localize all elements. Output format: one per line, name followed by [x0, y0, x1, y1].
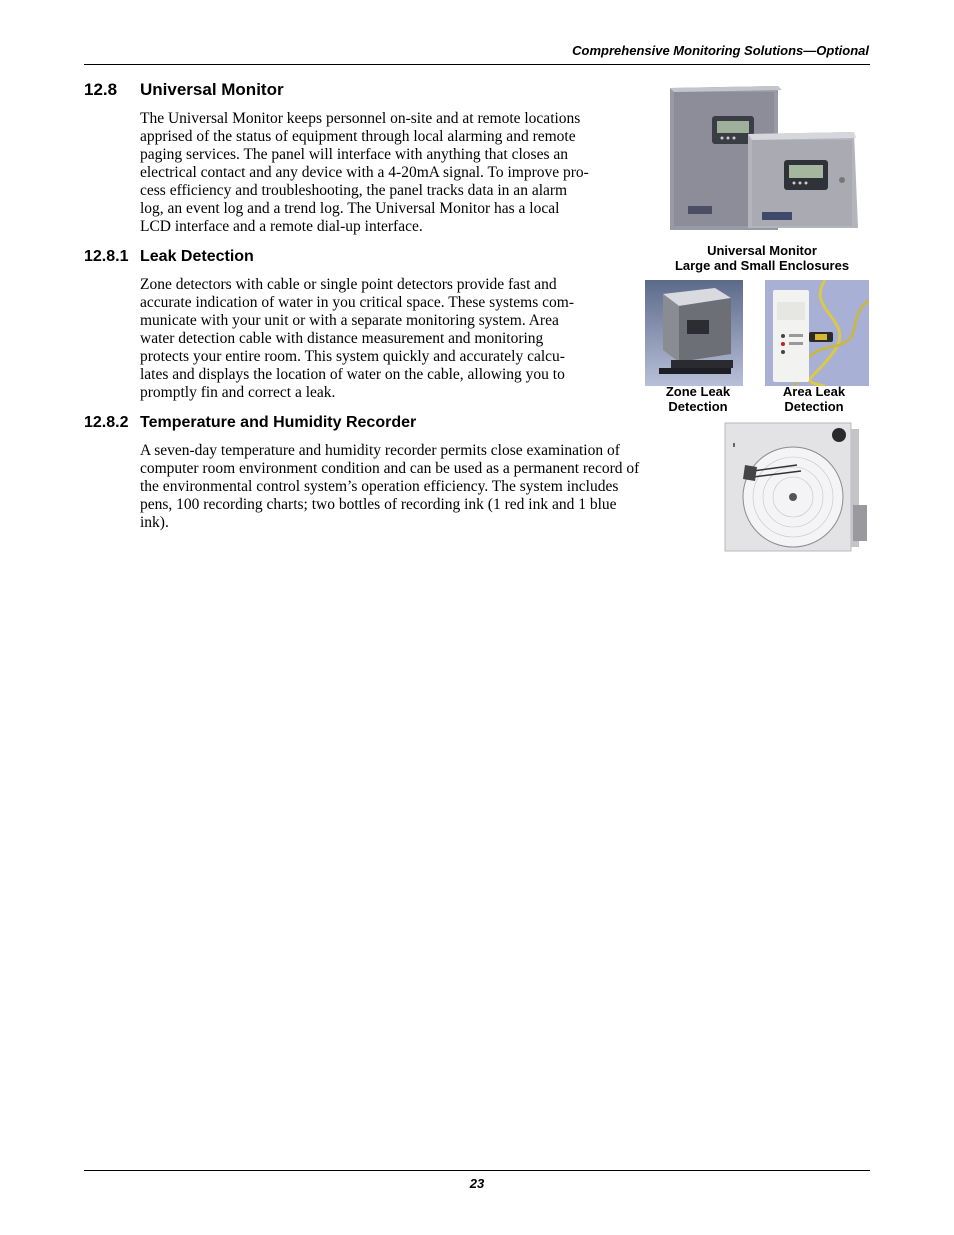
text-line: The Universal Monitor keeps personnel on-site and at remote locations	[140, 110, 581, 127]
section-heading-12-8	[84, 80, 284, 100]
caption-area-leak	[766, 384, 862, 414]
section-number: 12.8	[84, 80, 118, 99]
text-line: promptly fin and correct a leak.	[140, 384, 336, 401]
leak-detection-paragraph	[140, 276, 574, 402]
text-line: A seven-day temperature and humidity recorder permits close examination of	[140, 442, 620, 459]
section-heading-12-8-2	[84, 414, 416, 432]
text-line: apprised of the status of equipment through local alarming and remote	[140, 128, 576, 145]
caption-line: Large and Small Enclosures	[674, 258, 850, 273]
caption-universal-monitor	[660, 243, 864, 273]
text-line: lates and displays the location of water on the cable, allowing you to	[140, 366, 565, 383]
section-title: Universal Monitor	[140, 80, 284, 99]
caption-line: Detection	[784, 399, 844, 414]
text-line: cess efficiency and troubleshooting, the panel tracks data in an alarm	[140, 182, 568, 199]
section-title: Leak Detection	[140, 248, 254, 265]
text-line: LCD interface and a remote dial-up interface.	[140, 218, 423, 235]
caption-line: Detection	[668, 399, 728, 414]
text-line: paging services. The panel will interface with anything that closes an	[140, 146, 568, 163]
text-line: ink).	[140, 514, 169, 531]
caption-zone-leak	[650, 384, 746, 414]
caption-line: Universal Monitor	[707, 243, 817, 258]
running-header: Comprehensive Monitoring Solutions—Optional	[572, 43, 869, 58]
recorder-paragraph	[140, 442, 639, 532]
text-line: the environmental control system’s operation efficiency. The system includes	[140, 478, 619, 495]
universal-monitor-photo	[666, 84, 860, 234]
caption-line: Zone Leak	[665, 384, 731, 399]
section-heading-12-8-1	[84, 248, 254, 266]
area-leak-detector-photo	[765, 280, 869, 386]
text-line: municate with your unit or with a separate monitoring system. Area	[140, 312, 559, 329]
section-number: 12.8.2	[84, 414, 129, 431]
temperature-humidity-recorder-photo	[723, 421, 869, 553]
text-line: water detection cable with distance measurement and monitoring	[140, 330, 544, 347]
text-line: log, an event log and a trend log. The Universal Monitor has a local	[140, 200, 560, 217]
text-line: electrical contact and any device with a 4-20mA signal. To improve pro-	[140, 164, 589, 181]
caption-line: Area Leak	[782, 384, 846, 399]
section-number: 12.8.1	[84, 248, 129, 265]
text-line: Zone detectors with cable or single point detectors provide fast and	[140, 276, 557, 293]
section-title: Temperature and Humidity Recorder	[140, 414, 417, 431]
universal-monitor-paragraph	[140, 110, 589, 236]
header-rule	[84, 64, 870, 65]
text-line: accurate indication of water in you critical space. These systems com-	[140, 294, 574, 311]
zone-leak-detector-photo	[645, 280, 743, 386]
page-number: 23	[469, 1176, 485, 1191]
text-line: computer room environment condition and can be used as a permanent record of	[140, 460, 640, 477]
text-line: pens, 100 recording charts; two bottles of recording ink (1 red ink and 1 blue	[140, 496, 617, 513]
footer-rule	[84, 1170, 870, 1171]
text-line: protects your entire room. This system quickly and accurately calcu-	[140, 348, 565, 365]
